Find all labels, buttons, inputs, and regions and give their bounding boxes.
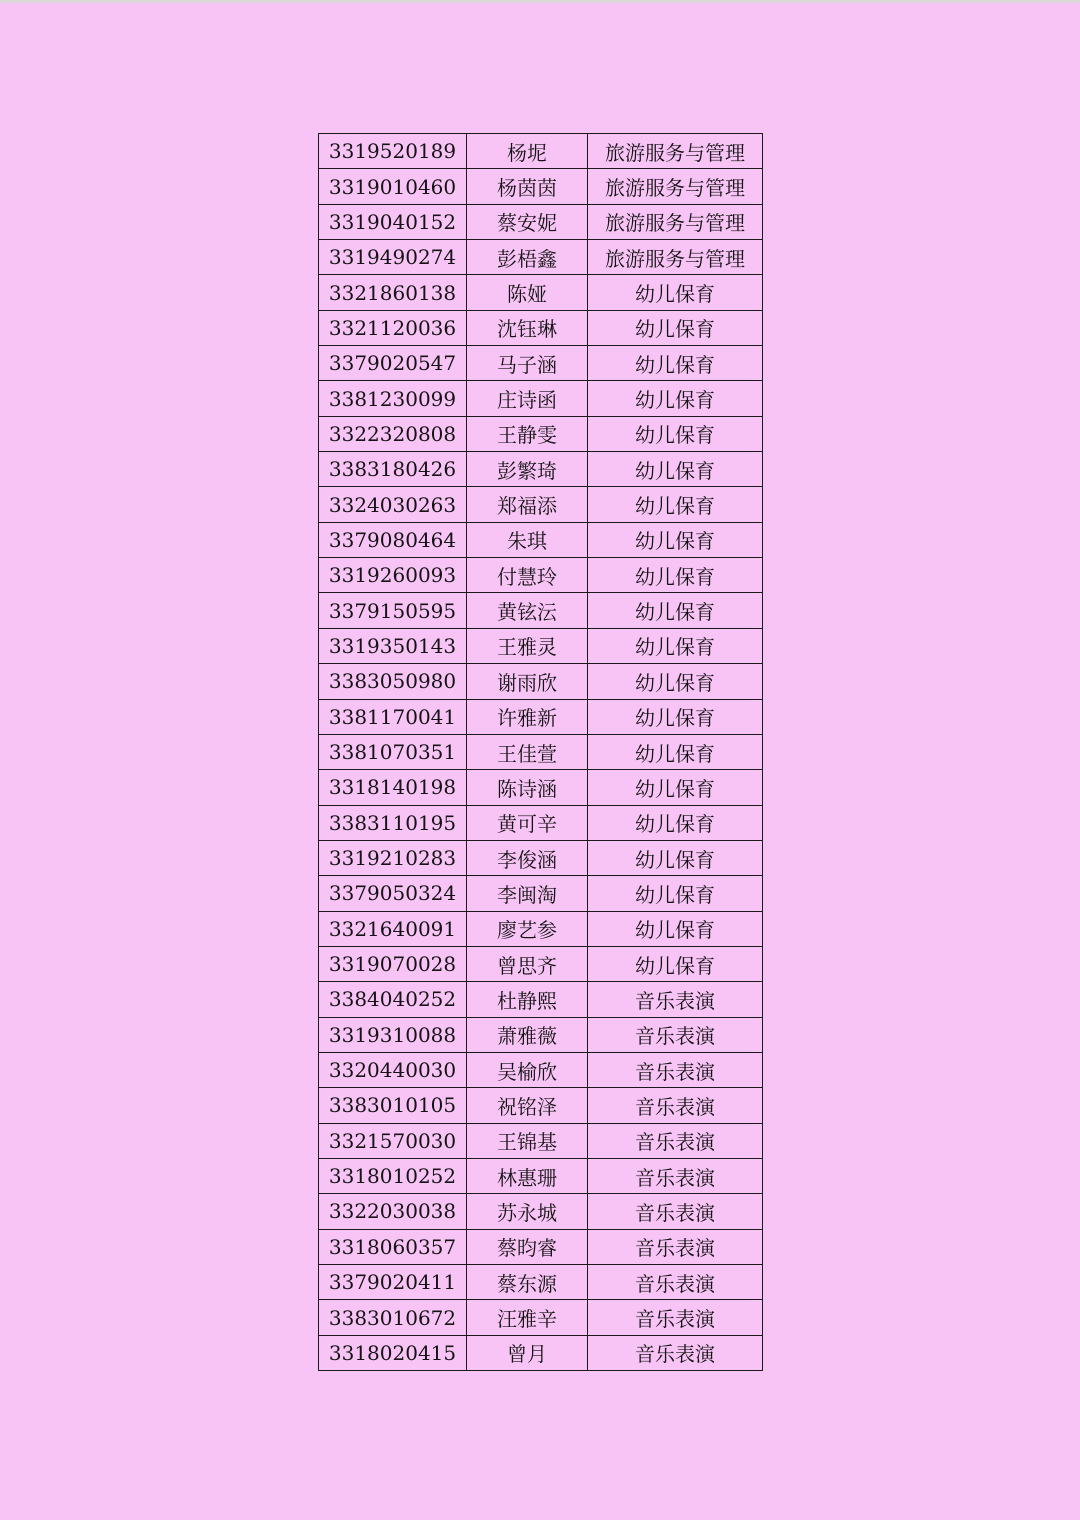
student-id-cell: 3379080464 [319, 522, 467, 557]
major-cell: 音乐表演 [588, 1017, 763, 1052]
student-id-cell: 3379020411 [319, 1265, 467, 1300]
student-id-cell: 3321120036 [319, 310, 467, 345]
student-id-cell: 3379150595 [319, 593, 467, 628]
major-cell: 音乐表演 [588, 1194, 763, 1229]
student-id-cell: 3383010672 [319, 1300, 467, 1335]
student-id-cell: 3319010460 [319, 169, 467, 204]
major-cell: 音乐表演 [588, 1052, 763, 1087]
student-name-cell: 庄诗函 [467, 381, 588, 416]
table-row [319, 1088, 763, 1123]
student-id-cell: 3321570030 [319, 1123, 467, 1158]
table-row [319, 1017, 763, 1052]
major-cell: 旅游服务与管理 [588, 134, 763, 169]
student-id-cell: 3319210283 [319, 840, 467, 875]
table-row [319, 734, 763, 769]
student-id-cell: 3319310088 [319, 1017, 467, 1052]
student-name-cell: 蔡昀睿 [467, 1229, 588, 1264]
major-cell: 幼儿保育 [588, 840, 763, 875]
major-cell: 音乐表演 [588, 1123, 763, 1158]
student-name-cell: 陈娅 [467, 275, 588, 310]
table-row [319, 487, 763, 522]
table-row [319, 946, 763, 981]
student-id-cell: 3324030263 [319, 487, 467, 522]
student-id-cell: 3321640091 [319, 911, 467, 946]
major-cell: 幼儿保育 [588, 593, 763, 628]
major-cell: 音乐表演 [588, 1335, 763, 1370]
student-name-cell: 祝铭泽 [467, 1088, 588, 1123]
major-cell: 幼儿保育 [588, 275, 763, 310]
table-row [319, 169, 763, 204]
student-name-cell: 杜静熙 [467, 982, 588, 1017]
table-row [319, 699, 763, 734]
student-id-cell: 3383010105 [319, 1088, 467, 1123]
table-row [319, 805, 763, 840]
major-cell: 幼儿保育 [588, 699, 763, 734]
table-row [319, 275, 763, 310]
major-cell: 幼儿保育 [588, 346, 763, 381]
student-id-cell: 3319520189 [319, 134, 467, 169]
student-id-cell: 3381230099 [319, 381, 467, 416]
table-row [319, 593, 763, 628]
student-id-cell: 3319490274 [319, 240, 467, 275]
student-name-cell: 吴榆欣 [467, 1052, 588, 1087]
major-cell: 幼儿保育 [588, 734, 763, 769]
student-id-cell: 3383110195 [319, 805, 467, 840]
page-top-edge [0, 0, 1080, 3]
major-cell: 幼儿保育 [588, 805, 763, 840]
major-cell: 幼儿保育 [588, 381, 763, 416]
major-cell: 幼儿保育 [588, 522, 763, 557]
major-cell: 幼儿保育 [588, 416, 763, 451]
student-id-cell: 3320440030 [319, 1052, 467, 1087]
major-cell: 幼儿保育 [588, 946, 763, 981]
student-name-cell: 曾月 [467, 1335, 588, 1370]
student-name-cell: 王佳萱 [467, 734, 588, 769]
student-name-cell: 朱琪 [467, 522, 588, 557]
student-name-cell: 黄铉沄 [467, 593, 588, 628]
table-row [319, 1194, 763, 1229]
student-id-cell: 3379050324 [319, 876, 467, 911]
student-name-cell: 杨茵茵 [467, 169, 588, 204]
table-row [319, 558, 763, 593]
table-row [319, 1123, 763, 1158]
table-row [319, 1229, 763, 1264]
table-row [319, 770, 763, 805]
major-cell: 旅游服务与管理 [588, 204, 763, 239]
table-row [319, 876, 763, 911]
student-id-cell: 3381170041 [319, 699, 467, 734]
table-row [319, 522, 763, 557]
major-cell: 音乐表演 [588, 1229, 763, 1264]
table-row [319, 982, 763, 1017]
table-row [319, 381, 763, 416]
major-cell: 音乐表演 [588, 1088, 763, 1123]
student-id-cell: 3319260093 [319, 558, 467, 593]
major-cell: 幼儿保育 [588, 452, 763, 487]
table-row [319, 204, 763, 239]
table-row [319, 840, 763, 875]
student-roster-table [318, 133, 763, 1371]
student-id-cell: 3322030038 [319, 1194, 467, 1229]
table-row [319, 1158, 763, 1193]
student-id-cell: 3383050980 [319, 664, 467, 699]
table-row [319, 911, 763, 946]
table-row [319, 346, 763, 381]
student-name-cell: 廖艺参 [467, 911, 588, 946]
student-id-cell: 3319040152 [319, 204, 467, 239]
student-name-cell: 蔡东源 [467, 1265, 588, 1300]
table-row [319, 452, 763, 487]
student-name-cell: 李俊涵 [467, 840, 588, 875]
table-row [319, 664, 763, 699]
student-name-cell: 杨坭 [467, 134, 588, 169]
student-id-cell: 3379020547 [319, 346, 467, 381]
student-name-cell: 沈钰琳 [467, 310, 588, 345]
major-cell: 幼儿保育 [588, 310, 763, 345]
student-id-cell: 3318020415 [319, 1335, 467, 1370]
major-cell: 幼儿保育 [588, 770, 763, 805]
student-id-cell: 3318140198 [319, 770, 467, 805]
student-id-cell: 3384040252 [319, 982, 467, 1017]
student-name-cell: 曾思齐 [467, 946, 588, 981]
student-name-cell: 彭梧鑫 [467, 240, 588, 275]
student-id-cell: 3381070351 [319, 734, 467, 769]
student-id-cell: 3318060357 [319, 1229, 467, 1264]
roster-body [319, 134, 763, 1371]
major-cell: 音乐表演 [588, 1300, 763, 1335]
table-row [319, 628, 763, 663]
student-name-cell: 王雅灵 [467, 628, 588, 663]
table-row [319, 416, 763, 451]
major-cell: 幼儿保育 [588, 911, 763, 946]
student-name-cell: 王静雯 [467, 416, 588, 451]
major-cell: 幼儿保育 [588, 558, 763, 593]
student-id-cell: 3383180426 [319, 452, 467, 487]
student-name-cell: 汪雅辛 [467, 1300, 588, 1335]
major-cell: 幼儿保育 [588, 628, 763, 663]
student-name-cell: 谢雨欣 [467, 664, 588, 699]
student-name-cell: 王锦基 [467, 1123, 588, 1158]
table-row [319, 1300, 763, 1335]
student-name-cell: 付慧玲 [467, 558, 588, 593]
student-name-cell: 蔡安妮 [467, 204, 588, 239]
student-name-cell: 郑福添 [467, 487, 588, 522]
student-name-cell: 李闽淘 [467, 876, 588, 911]
major-cell: 音乐表演 [588, 1158, 763, 1193]
table-row [319, 240, 763, 275]
table-row [319, 1265, 763, 1300]
major-cell: 音乐表演 [588, 982, 763, 1017]
table-row [319, 1052, 763, 1087]
student-id-cell: 3319070028 [319, 946, 467, 981]
major-cell: 幼儿保育 [588, 664, 763, 699]
major-cell: 幼儿保育 [588, 876, 763, 911]
student-id-cell: 3321860138 [319, 275, 467, 310]
major-cell: 音乐表演 [588, 1265, 763, 1300]
student-name-cell: 许雅新 [467, 699, 588, 734]
student-id-cell: 3319350143 [319, 628, 467, 663]
student-name-cell: 萧雅薇 [467, 1017, 588, 1052]
major-cell: 旅游服务与管理 [588, 169, 763, 204]
student-name-cell: 彭繁琦 [467, 452, 588, 487]
student-name-cell: 苏永城 [467, 1194, 588, 1229]
table-row [319, 310, 763, 345]
student-name-cell: 黄可辛 [467, 805, 588, 840]
student-id-cell: 3322320808 [319, 416, 467, 451]
student-name-cell: 陈诗涵 [467, 770, 588, 805]
student-name-cell: 林惠珊 [467, 1158, 588, 1193]
major-cell: 幼儿保育 [588, 487, 763, 522]
student-id-cell: 3318010252 [319, 1158, 467, 1193]
table-row [319, 134, 763, 169]
major-cell: 旅游服务与管理 [588, 240, 763, 275]
student-name-cell: 马子涵 [467, 346, 588, 381]
table-row [319, 1335, 763, 1370]
